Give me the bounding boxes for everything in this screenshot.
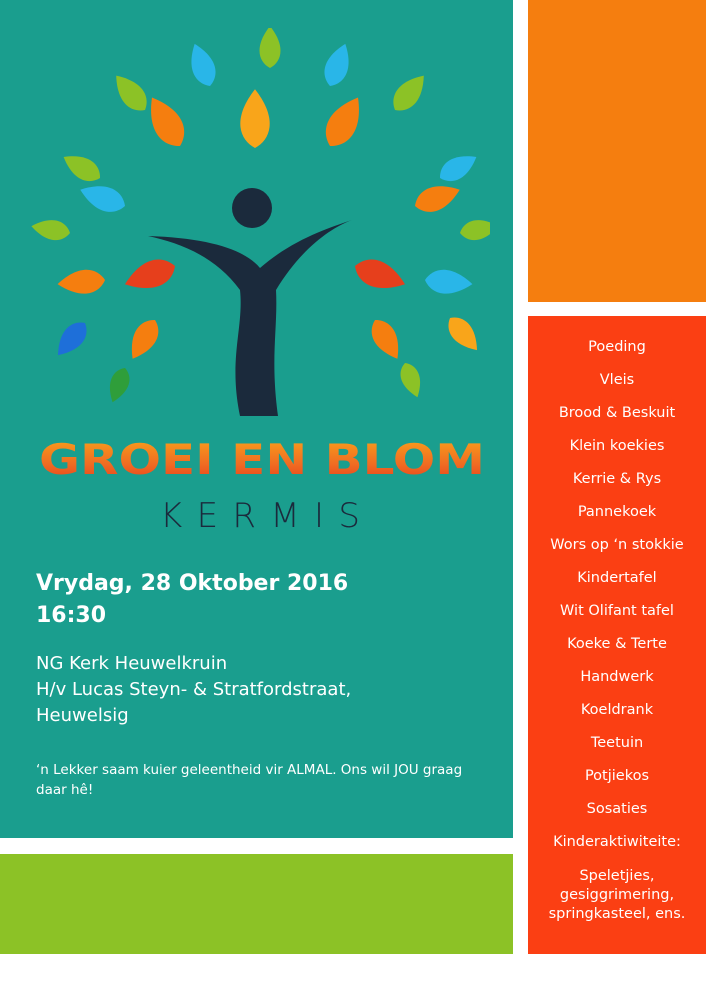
- orange-block: [528, 0, 706, 302]
- leaf-icon: [240, 89, 269, 148]
- leaf-icon: [424, 268, 473, 296]
- stall-item: Kinderaktiwiteite:: [553, 834, 681, 850]
- leaf-icon: [58, 148, 105, 187]
- leaf-icon: [120, 254, 179, 297]
- stall-list: [528, 331, 706, 924]
- stall-item: Kindertafel: [577, 570, 657, 586]
- leaf-icon: [57, 268, 106, 296]
- venue-line: Heuwelsig: [36, 705, 129, 726]
- stall-item: Pannekoek: [577, 504, 657, 520]
- svg-text:GROEI EN BLOM: GROEI EN BLOM: [39, 435, 485, 484]
- stall-item: Klein koekies: [569, 438, 665, 454]
- green-block: [0, 854, 513, 954]
- stall-item: Handwerk: [580, 669, 654, 685]
- stall-item: Wors op ‘n stokkie: [550, 537, 684, 553]
- invitation-text: ‘n Lekker saam kuier geleentheid vir ALMAL. Ons wil JOU graag daar hê!: [36, 762, 463, 798]
- stall-item: Kerrie & Rys: [572, 471, 662, 487]
- event-subtitle: [150, 492, 370, 534]
- leaf-icon: [396, 360, 426, 400]
- leaf-icon: [442, 311, 485, 357]
- stall-item: Potjiekos: [584, 768, 650, 784]
- leaf-icon: [123, 314, 165, 364]
- leaf-icon: [104, 365, 134, 405]
- stall-item: Koeldrank: [580, 702, 654, 718]
- event-title: [32, 428, 492, 488]
- stall-item: Speletjies, gesiggrimering, springkasteel, ens.: [548, 868, 686, 922]
- leaf-icon: [184, 40, 220, 90]
- leaf-icon: [108, 68, 154, 117]
- stall-item: Poeding: [588, 339, 646, 355]
- leaf-icon: [260, 28, 281, 68]
- leaf-icon: [50, 316, 93, 362]
- stall-item: Vleis: [599, 372, 635, 388]
- leaf-icon: [318, 91, 370, 153]
- venue-line: H/v Lucas Steyn- & Stratfordstraat,: [36, 679, 352, 700]
- leaf-icon: [30, 217, 72, 243]
- stall-item: Brood & Beskuit: [558, 405, 676, 421]
- leaf-icon: [319, 40, 355, 90]
- leaf-icon: [386, 68, 432, 117]
- leaf-icon: [411, 179, 464, 218]
- stall-item: Teetuin: [590, 735, 644, 751]
- stall-item: Wit Olifant tafel: [560, 603, 674, 619]
- leaf-icon: [435, 148, 482, 187]
- leaf-icon: [76, 179, 129, 218]
- stall-item: Koeke & Terte: [567, 636, 667, 652]
- event-date-time: [36, 568, 496, 632]
- svg-text:KERMIS: KERMIS: [160, 496, 360, 534]
- leaf-icon: [365, 314, 407, 364]
- event-time: 16:30: [36, 603, 107, 628]
- event-venue: [36, 651, 496, 729]
- leaf-icon: [140, 91, 192, 153]
- stall-item: Sosaties: [586, 801, 648, 817]
- event-date: Vrydag, 28 Oktober 2016: [36, 571, 349, 596]
- venue-line: NG Kerk Heuwelkruin: [36, 653, 228, 674]
- tree-logo-icon: [30, 28, 490, 418]
- leaf-icon: [458, 217, 490, 243]
- leaf-icon: [350, 254, 409, 297]
